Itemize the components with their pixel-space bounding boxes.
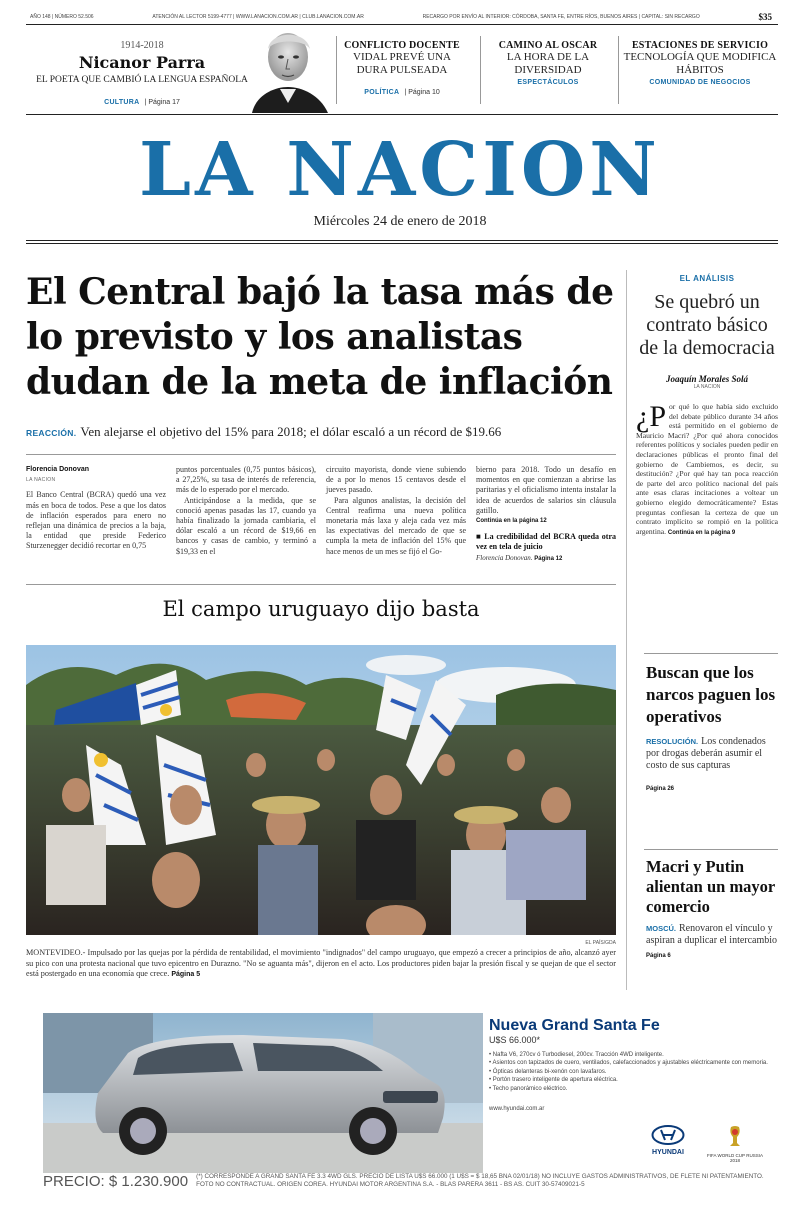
ad-price-label: PRECIO: $ 1.230.900 [43, 1173, 189, 1190]
bullet-icon: ■ [476, 532, 485, 542]
teaser-oscar-title: CAMINO AL OSCAR [498, 40, 598, 51]
teaser-oscar[interactable] [484, 40, 612, 86]
narcos-body [646, 736, 778, 772]
analysis-headline: Se quebró un contrato básico de la democracia [639, 291, 775, 359]
ad-feature-item: • Techo panorámico eléctrico. [489, 1085, 568, 1092]
ad-usd-price: U$S 66.000* [489, 1035, 541, 1045]
analysis-dropcap: ¿P [636, 400, 666, 433]
ad-info [489, 1017, 779, 1113]
related-page: Página 12 [534, 555, 563, 562]
teaser-estaciones[interactable] [622, 40, 778, 86]
worldcup-logo [705, 1125, 765, 1163]
analysis-body [636, 402, 778, 538]
ad-model: Nueva Grand Santa Fe [489, 1017, 660, 1034]
analysis-author-org: LA NACION [693, 384, 721, 390]
lead-kicker: REACCIÓN. [26, 428, 77, 438]
column-divider [626, 270, 627, 990]
teaser-divider [618, 36, 619, 104]
top-rule [26, 24, 778, 25]
side-rule [644, 849, 778, 850]
ad-feature-item: • Portón trasero inteligente de apertura eléctrica. [489, 1077, 618, 1084]
narcos-headline: Buscan que los narcos paguen los operativos [646, 663, 776, 726]
teaser-docente-title: CONFLICTO DOCENTE [344, 40, 460, 51]
lead-column-3 [326, 465, 466, 557]
analysis-kicker: EL ANÁLISIS [679, 274, 735, 283]
lead-deck [26, 424, 616, 440]
masthead-logo[interactable]: LA NACION [139, 127, 661, 213]
lead-author: Florencia Donovan [26, 466, 90, 473]
photo-credit: EL PAÍS/GDA [585, 940, 616, 946]
lead-col4-text: bierno para 2018. Todo un desafío en momentos en que comienzan a abrirse las paritarias y el oficialismo intenta instalar la idea de acuerdos de salarios sin cláusula gatillo. [476, 465, 616, 515]
ad-footer [43, 1173, 779, 1190]
teaser-rule [26, 114, 778, 115]
top-strip [30, 11, 772, 23]
masthead-rule [26, 243, 778, 244]
teaser-docente-page: Página 10 [408, 89, 440, 96]
ad-feature-item: • Asientos con tapizados de cuero, ventilados, calefaccionados y ajustables eléctricamente con memoria. [489, 1060, 768, 1067]
hyundai-logo [633, 1125, 703, 1156]
related-item[interactable] [476, 532, 616, 552]
worldcup-trophy-icon [725, 1125, 745, 1149]
ad-feature-item: • Ópticas delanteras bi-xenón con lavafaros. [489, 1068, 607, 1075]
teaser-divider [336, 36, 337, 104]
related-byline: Florencia Donovan. [476, 553, 533, 562]
teaser-estaciones-title: ESTACIONES DE SERVICIO [631, 40, 769, 51]
photo-headline[interactable]: El campo uruguayo dijo basta [162, 597, 480, 621]
narcos-block[interactable] [646, 662, 778, 792]
deck-rule [26, 454, 616, 455]
cover-price: $35 [758, 12, 772, 22]
parra-portrait [244, 27, 332, 113]
analysis-continued[interactable]: Continúa en la página 9 [667, 529, 736, 536]
lead-column-1 [26, 465, 166, 552]
lead-deck-text: Ven alejarse el objetivo del 15% para 2018; el dólar escaló a un récord de $19.66 [80, 424, 502, 439]
narcos-page: Página 26 [646, 786, 675, 792]
narcos-body-text: Los condenados por drogas deberán asumir el costo de sus capturas [646, 736, 766, 771]
putin-body-text: Renovaron el vínculo y aspiran a duplicar el intercambio [646, 923, 778, 946]
teaser-parra-years: 1914-2018 [120, 40, 164, 51]
masthead-rule [26, 240, 778, 241]
lead-col1-text: El Banco Central (BCRA) quedó una vez más en boca de todos. Pese a que los datos de inflación esperados para enero no reflejan una dinámica de precios a la baja, la entidad que preside Federico Sturzenegger decidió recortar en 0,75 [26, 490, 166, 551]
section-rule [26, 584, 616, 585]
teaser-estaciones-sub: TECNOLOGÍA QUE MODIFICA HÁBITOS [623, 51, 777, 76]
photo-caption-text: MONTEVIDEO.- Impulsado por las quejas por la pérdida de rentabilidad, el movimiento "indignados" del campo uruguayo, que empezó a crecer a principios de año, alcanzó ayer su pico con una protesta nacional que tuvo epicentro en Durazno. "No se aguanta más", dijeron en el acto. Los productores piden bajar la presión fiscal y se quejan de que el sector está postergado en una economía que crece. [26, 948, 616, 978]
teaser-oscar-section: ESPECTÁCULOS [517, 79, 579, 86]
analysis-block[interactable] [636, 274, 778, 538]
lead-col2a-text: puntos porcentuales (0,75 puntos básicos), a 27,25%, su tasa de interés de referencia, más de lo esperado por el mercado. [176, 465, 316, 495]
teaser-divider [480, 36, 481, 104]
teaser-parra-page: Página 17 [148, 99, 180, 106]
teaser-parra-name: Nicanor Parra [78, 53, 206, 72]
teaser-docente[interactable]: CONFLICTO DOCENTE VIDAL PREVÉ UNA DURA PULSEADA POLÍTICA | Página 10 [338, 40, 466, 98]
putin-headline: Macri y Putin alientan un mayor comercio [646, 857, 775, 916]
ad-brand: HYUNDAI [652, 1149, 684, 1156]
ad-feature-item: • Nafta V6, 270cv ó Turbodiesel, 200cv. Tracción 4WD inteligente. [489, 1052, 664, 1058]
putin-page: Página 6 [646, 953, 671, 959]
photo-page[interactable]: Página 5 [171, 971, 201, 978]
lead-col3b-text: Para algunos analistas, la decisión del Central reafirma una nueva política monetaria más laxa y aleja cada vez más las expectativas del mercado de que se cumpla la meta de inflación del 15% que hace menos de un mes se fijó el Go- [326, 495, 466, 556]
hyundai-ad[interactable] [43, 1013, 779, 1197]
protest-photo [26, 645, 616, 935]
side-rule [644, 653, 778, 654]
edition-info: AÑO 148 | NÚMERO 52.506 [30, 14, 94, 20]
ad-legal: (*) CORRESPONDE A GRAND SANTA FE 3.3 4WD GLS. PRECIO DE LISTA U$S 66.000 (1 U$S = $ 18,65 BNA 02/01/18) NO INCLUYE GASTOS ADMINISTRATIVOS, DE FLETE NI PATENTAMIENTO. FOTO NO CONTRACTUAL. ORIGEN COREA. HYUNDAI MOTOR ARGENTINA S.A. - BLAS PARERA 3611 - BS AS. CUIT 30-57409021-5 [196, 1173, 764, 1188]
teaser-docente-section: POLÍTICA [364, 89, 400, 96]
teaser-parra-sub: EL POETA QUE CAMBIÓ LA LENGUA ESPAÑOLA [36, 75, 248, 85]
lead-col2b-text: Anticipándose a la medida, que se conoció apenas pasadas las 17, cuando ya había finalizado la jornada cambiaria, el dólar escaló a un récord de $19,66 en bancos y casas de cambio, y terminó a $19,33 en el [176, 495, 316, 556]
ad-sponsor: FIFA WORLD CUP RUSSIA 2018 [707, 1153, 763, 1163]
lead-col3a-text: circuito mayorista, donde viene subiendo de a por lo menos 15 centavos desde el jueves pasado. [326, 465, 466, 495]
lead-headline[interactable]: El Central bajó la tasa más de lo previsto y los analistas dudan de la meta de inflación [26, 271, 614, 403]
ad-features [489, 1051, 779, 1093]
teaser-oscar-sub: LA HORA DE LA DIVERSIDAD [506, 51, 590, 76]
putin-kicker: MOSCÚ. [646, 924, 676, 933]
lead-author-org: LA NACION [26, 477, 56, 484]
contact-info: ATENCIÓN AL LECTOR 5199-4777 | WWW.LANACION.COM.AR | CLUB.LANACION.COM.AR [152, 14, 364, 20]
teaser-estaciones-section: COMUNIDAD DE NEGOCIOS [649, 79, 751, 86]
teaser-parra[interactable]: 1914-2018 Nicanor Parra EL POETA QUE CAMBIÓ LA LENGUA ESPAÑOLA CULTURA | Página 17 [26, 40, 258, 108]
teaser-parra-section: CULTURA [104, 99, 140, 106]
lead-column-4 [476, 465, 616, 564]
putin-block[interactable] [646, 857, 778, 959]
hyundai-h-icon [651, 1125, 685, 1145]
narcos-kicker: RESOLUCIÓN. [646, 737, 699, 746]
ad-website[interactable]: www.hyundai.com.ar [489, 1106, 545, 1113]
putin-body [646, 923, 778, 947]
lead-column-2 [176, 465, 316, 557]
lead-continued[interactable]: Continúa en la página 12 [476, 518, 547, 525]
teaser-docente-sub: VIDAL PREVÉ UNA DURA PULSEADA [353, 51, 451, 76]
edition-date: Miércoles 24 de enero de 2018 [313, 214, 487, 229]
related-title: La credibilidad del BCRA queda otra vez en tela de juicio [476, 532, 616, 552]
ad-car-image [43, 1013, 483, 1173]
photo-caption [26, 948, 616, 981]
analysis-body-text: or qué lo que había sido excluido del debate público durante 34 años está permitido en el gobierno de Mauricio Macri? ¿Por qué ahora conocidos referentes políticos y sociales pueden pedir en declaraciones públicas el pronto final del gobierno de Cambiemos, es decir, su destitución? ¿Por qué hay tan poca reacción de parte del arco político nacional del país ante esas claras incitaciones a voltear un gobierno elegido democráticamente? Estas preguntas confiesan la certeza de que un contrato implícito se rompió en la política argentina. [636, 402, 778, 536]
analysis-author: Joaquín Morales Solá [665, 374, 749, 384]
shipping-info: RECARGO POR ENVÍO AL INTERIOR: CÓRDOBA, SANTA FE, ENTRE RÍOS, BUENOS AIRES | CAPITAL: SIN RECARGO [422, 14, 700, 20]
